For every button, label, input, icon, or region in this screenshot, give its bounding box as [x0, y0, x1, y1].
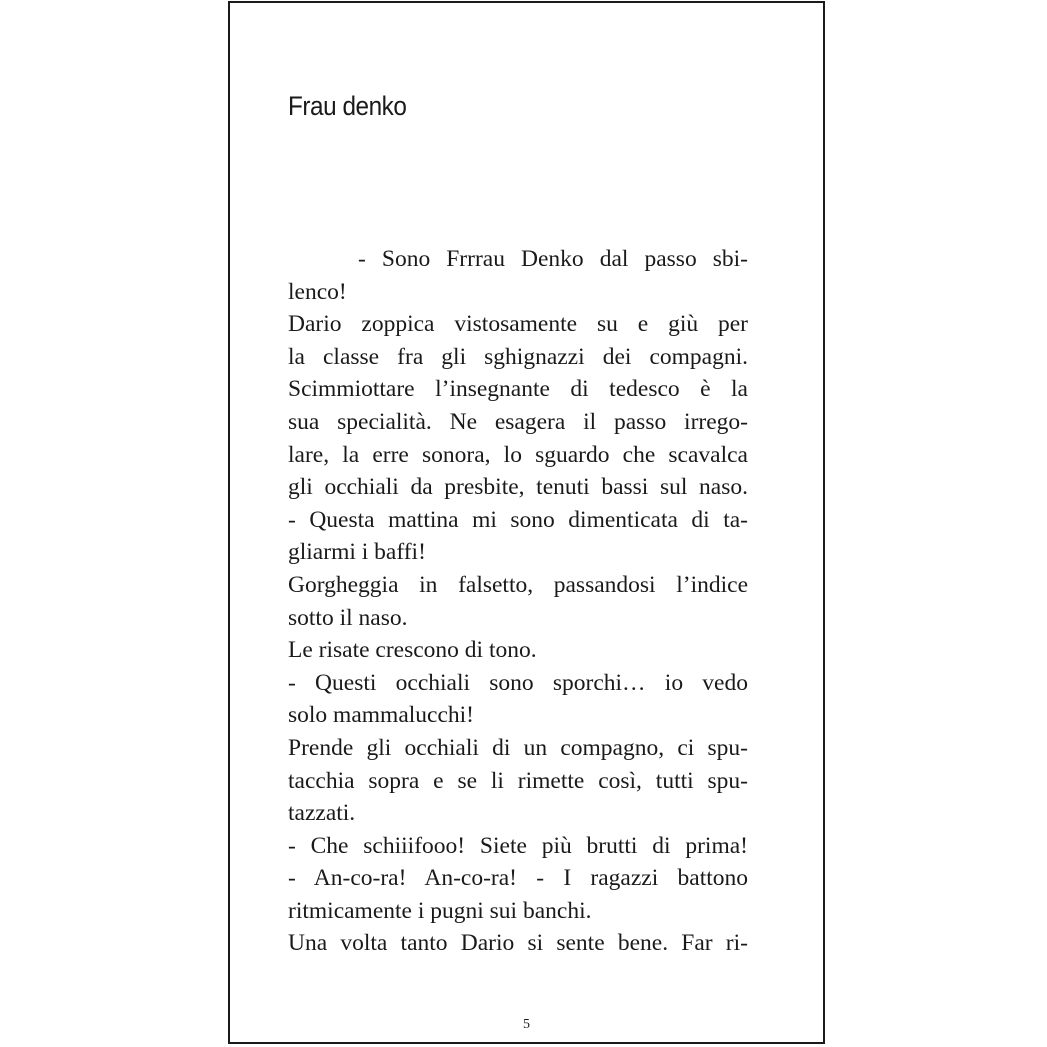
text-line: gli occhiali da presbite, tenuti bassi sul naso. [288, 474, 748, 501]
book-page [228, 1, 825, 1044]
text-line: Dario zoppica vistosamente su e giù per [288, 311, 748, 338]
text-line: lare, la erre sonora, lo sguardo che scavalca [288, 441, 748, 468]
text-line: Le risate crescono di tono. [288, 637, 537, 664]
text-line: - Questa mattina mi sono dimenticata di ta- [288, 506, 748, 533]
text-line: - Questi occhiali sono sporchi… io vedo [288, 669, 748, 696]
text-line: Scimmiottare l’insegnante di tedesco è la [288, 376, 748, 403]
text-line: solo mammalucchi! [288, 702, 474, 729]
page-number: 5 [523, 1017, 530, 1032]
text-line: la classe fra gli sghignazzi dei compagni. [288, 343, 748, 370]
text-line: tazzati. [288, 800, 356, 827]
chapter-title: Frau denko [288, 91, 407, 121]
text-line: Prende gli occhiali di un compagno, ci spu- [288, 734, 748, 761]
text-line: - Sono Frrrau Denko dal passo sbi- [358, 246, 748, 272]
text-line: - Che schiiifooo! Siete più brutti di prima! [288, 832, 748, 859]
body-text [288, 243, 748, 960]
text-line: ritmicamente i pugni sui banchi. [288, 897, 592, 924]
text-line: gliarmi i baffi! [288, 539, 426, 566]
text-line: lenco! [288, 278, 347, 305]
text-line: - An-co-ra! An-co-ra! - I ragazzi battono [288, 865, 748, 892]
text-line: Una volta tanto Dario si sente bene. Far ri- [288, 930, 748, 957]
text-line: sotto il naso. [288, 604, 408, 631]
text-line: sua specialità. Ne esagera il passo irrego- [288, 408, 748, 435]
text-line: Gorgheggia in falsetto, passandosi l’indice [288, 571, 748, 598]
text-line: tacchia sopra e se li rimette così, tutti spu- [288, 767, 748, 794]
